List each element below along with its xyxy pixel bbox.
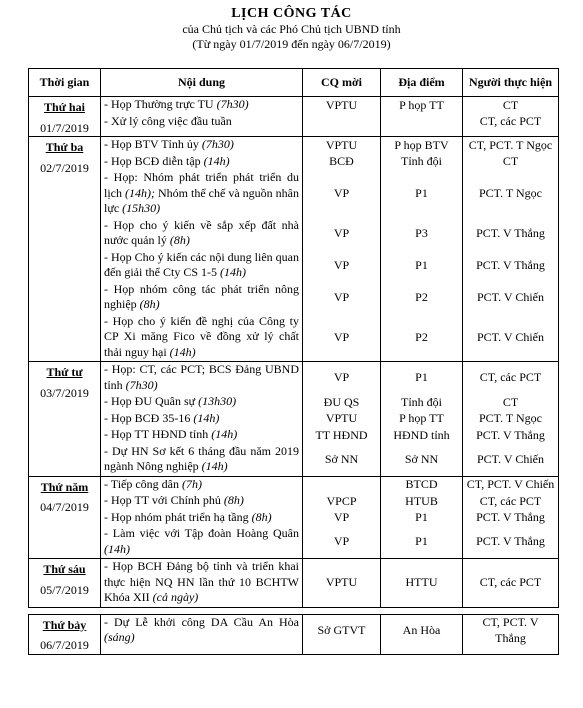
col-header-agency: CQ mời: [303, 69, 381, 97]
person-value: PCT. V Thắng: [476, 510, 545, 524]
agency-cell: [303, 362, 381, 477]
schedule-item: [104, 427, 299, 444]
item-time: (8h): [251, 509, 272, 524]
item-text: - Họp ĐU Quân sự: [104, 394, 199, 408]
person-value: PCT. T Ngọc: [478, 186, 542, 200]
content-cell: [101, 97, 303, 137]
agency-value: [306, 477, 377, 494]
person-value: PCT. V Chiến: [476, 329, 544, 344]
item-text-2: Nhóm thể chế và nguồn nhân lực: [104, 185, 299, 215]
schedule-item: [104, 477, 299, 494]
page-title: LỊCH CÔNG TÁC: [231, 6, 352, 21]
person-cell: [463, 614, 559, 654]
place-value: BTCD: [405, 477, 438, 491]
agency-value: VP: [333, 329, 350, 344]
place-value: Tỉnh đội: [401, 394, 442, 409]
place-cell: [381, 614, 463, 654]
person-value: CT, các PCT: [479, 114, 542, 128]
day-row: [29, 362, 559, 477]
day-cell: [29, 137, 101, 362]
schedule-item: [104, 526, 299, 558]
schedule-item: [104, 362, 299, 394]
item-text: - Họp cho ý kiến đề nghị của Công ty CP Xi măng Fico về đồng xử lý chất thải nguy hại: [104, 313, 299, 359]
agency-value: VPTU: [325, 411, 358, 425]
place-value: P1: [415, 370, 428, 385]
item-time: (14h);: [125, 185, 158, 200]
schedule-item: [104, 559, 299, 607]
item-text: - Họp cho ý kiến về sắp xếp đất nhà nước quản lý: [104, 217, 299, 247]
schedule-item: [104, 154, 299, 171]
col-header-time: Thời gian: [29, 69, 101, 97]
schedule-item: [104, 282, 299, 314]
item-text: - Họp nhóm phát triển hạ tầng: [104, 509, 252, 524]
agency-value: VPTU: [325, 137, 358, 152]
item-time: (8h): [223, 493, 244, 507]
place-value: P họp BTV: [394, 137, 449, 152]
agency-cell: [303, 97, 381, 137]
schedule-item: [104, 411, 299, 428]
gap-cell: [101, 607, 303, 614]
day-date: 06/7/2019: [40, 638, 89, 652]
day-cell: [29, 97, 101, 137]
day-name: Thứ hai: [44, 100, 85, 114]
place-value: [384, 114, 459, 131]
item-time: (13h30): [198, 394, 237, 408]
content-cell: [101, 614, 303, 654]
item-time: (7h): [182, 476, 202, 491]
person-value: CT: [502, 154, 519, 168]
gap-cell: [463, 607, 559, 614]
day-date: 02/7/2019: [40, 160, 89, 175]
content-cell: [101, 362, 303, 477]
day-cell: [29, 614, 101, 654]
item-time: (14h): [201, 459, 228, 473]
day-cell: [29, 362, 101, 477]
item-text: - Họp Thường trực TU: [104, 97, 217, 111]
item-text: - Họp TT với Chính phủ: [104, 493, 224, 507]
item-time: (8h): [139, 297, 160, 311]
item-text: - Họp BCH Đảng bộ tỉnh và triển khai thực hiện NQ HN lần thứ 10 BCHTW Khóa XII: [104, 559, 299, 604]
item-text: - Làm việc với Tập đoàn Hoàng Quân: [104, 526, 299, 540]
agency-value: ĐU QS: [323, 394, 360, 409]
day-row: [29, 614, 559, 654]
day-name: Thứ tư: [46, 365, 83, 379]
place-value: HĐND tỉnh: [393, 427, 450, 442]
place-cell: [381, 362, 463, 477]
item-text: - Họp TT HĐND tỉnh: [104, 427, 212, 441]
table-header-row: [29, 69, 559, 97]
place-value: P1: [415, 510, 428, 524]
date-range: (Từ ngày 01/7/2019 đến ngày 06/7/2019): [192, 37, 391, 51]
item-time: (14h): [193, 410, 220, 425]
person-value: PCT. V Thắng: [476, 257, 545, 272]
day-row: [29, 559, 559, 608]
day-row: [29, 97, 559, 137]
item-text: - Dự Lễ khởi công DA Cầu An Hòa: [104, 614, 299, 629]
person-value: CT, PCT. V Chiến: [466, 477, 555, 491]
day-cell: [29, 559, 101, 608]
place-cell: [381, 476, 463, 559]
person-value: PCT. V Thắng: [476, 534, 545, 549]
item-time: (14h): [104, 541, 130, 556]
col-header-content: Nội dung: [101, 69, 303, 97]
gap-cell: [381, 607, 463, 614]
schedule-table: [28, 68, 559, 655]
schedule-item: [104, 493, 299, 510]
item-text: - Tiếp công dân: [104, 476, 182, 491]
place-value: P1: [415, 534, 428, 549]
schedule-item: [104, 314, 299, 362]
person-value: CT, các PCT: [479, 575, 542, 589]
schedule-item: [104, 444, 299, 476]
person-cell: [463, 476, 559, 559]
item-time: (7h30): [125, 377, 158, 392]
place-value: Tỉnh đội: [401, 154, 442, 168]
place-value: HTUB: [405, 493, 438, 508]
agency-cell: [303, 137, 381, 362]
person-cell: [463, 97, 559, 137]
item-time: (7h30): [216, 97, 249, 111]
person-value: PCT. V Chiến: [476, 289, 544, 304]
person-cell: [463, 137, 559, 362]
place-value: P1: [415, 257, 428, 272]
content-cell: [101, 476, 303, 559]
item-text: - Dự HN Sơ kết 6 tháng đầu năm 2019 ngành Nông nghiệp: [104, 443, 299, 473]
person-value: CT: [502, 394, 519, 409]
person-cell: [463, 362, 559, 477]
item-time: (cả ngày): [152, 590, 199, 604]
place-value: P họp TT: [399, 411, 444, 425]
day-name: Thứ bảy: [42, 617, 87, 632]
item-text: - Họp BTV Tỉnh ủy: [104, 137, 202, 151]
place-cell: [381, 559, 463, 608]
agency-value: VPCP: [326, 493, 357, 508]
item-text: - Họp BCĐ diễn tập: [104, 153, 204, 168]
place-value: P2: [415, 329, 428, 344]
day-date: 05/7/2019: [40, 582, 89, 597]
schedule-item: [104, 170, 299, 218]
person-cell: [463, 559, 559, 608]
person-value: PCT. V Thắng: [476, 225, 545, 240]
schedule-item: [104, 97, 299, 114]
schedule-item: [104, 114, 299, 131]
schedule-item: [104, 510, 299, 527]
agency-value: VP: [333, 534, 350, 549]
person-value: CT, các PCT: [479, 370, 542, 385]
person-value: CT, PCT. T Ngọc: [468, 137, 553, 152]
day-date: 01/7/2019: [40, 120, 89, 135]
schedule-item: [104, 615, 299, 647]
day-row: [29, 476, 559, 559]
gap-cell: [29, 607, 101, 614]
agency-cell: [303, 559, 381, 608]
agency-value: TT HĐND: [315, 427, 368, 442]
schedule-item: [104, 250, 299, 282]
item-text: - Họp Cho ý kiến các nội dung liên quan đến giải thể Cty CS 1-5: [104, 249, 299, 279]
place-value: An Hòa: [402, 622, 441, 637]
item-time: (14h): [220, 265, 246, 279]
schedule-item: [104, 218, 299, 250]
item-text: - Họp BCĐ 35-16: [104, 410, 194, 425]
col-header-person: Người thực hiện: [463, 69, 559, 97]
item-text: - Họp: CT, các PCT; BCS Đảng UBND tỉnh: [104, 362, 299, 392]
day-date: 04/7/2019: [40, 500, 89, 514]
agency-cell: [303, 476, 381, 559]
agency-value: Sở NN: [324, 451, 359, 466]
place-cell: [381, 97, 463, 137]
agency-value: VP: [333, 225, 350, 240]
agency-value: VP: [333, 510, 350, 524]
item-time-2: (15h30): [122, 201, 161, 215]
day-date: 03/7/2019: [40, 385, 89, 400]
day-row: [29, 137, 559, 362]
col-header-place: Địa điểm: [381, 69, 463, 97]
agency-value: VPTU: [325, 97, 358, 112]
item-time: (14h): [169, 344, 196, 359]
content-cell: [101, 137, 303, 362]
person-value: CT: [502, 97, 519, 112]
agency-value: Sở GTVT: [317, 622, 366, 637]
schedule-item: [104, 137, 299, 154]
person-value: PCT. V Chiến: [476, 451, 544, 466]
place-value: P3: [415, 225, 428, 240]
person-value: PCT. T Ngọc: [478, 411, 542, 425]
item-time: (8h): [169, 233, 190, 247]
place-value: Sở NN: [404, 451, 439, 466]
item-text: - Xử lý công việc đầu tuần: [104, 113, 232, 128]
item-time: (14h): [211, 427, 238, 441]
person-value: CT, PCT. V Thắng: [482, 615, 539, 645]
item-time: (sáng): [104, 630, 135, 644]
row-gap: [29, 607, 559, 614]
agency-value: VP: [333, 186, 350, 200]
content-cell: [101, 559, 303, 608]
person-value: CT, các PCT: [479, 493, 542, 508]
agency-value: [306, 114, 377, 131]
item-text: - Họp: Nhóm phát triển phát triển du lịch: [104, 170, 299, 200]
schedule-item: [104, 394, 299, 411]
place-value: P1: [415, 186, 428, 200]
place-value: HTTU: [405, 575, 438, 589]
page-subtitle: của Chủ tịch và các Phó Chủ tịch UBND tỉnh: [182, 22, 401, 36]
agency-value: VP: [333, 370, 350, 385]
agency-value: VP: [333, 257, 350, 272]
agency-value: VP: [333, 289, 350, 304]
agency-value: VPTU: [325, 575, 358, 589]
place-value: P2: [415, 289, 428, 304]
agency-cell: [303, 614, 381, 654]
place-value: P họp TT: [399, 97, 444, 112]
item-time: (14h): [203, 153, 230, 168]
day-cell: [29, 476, 101, 559]
day-name: Thứ năm: [40, 479, 89, 494]
day-name: Thứ sáu: [43, 562, 86, 576]
item-text: - Họp nhóm công tác phát triển nông nghiệp: [104, 281, 299, 311]
person-value: PCT. V Thắng: [476, 427, 545, 442]
day-name: Thứ ba: [45, 140, 84, 154]
agency-value: BCĐ: [329, 154, 354, 168]
item-time: (7h30): [201, 137, 234, 151]
place-cell: [381, 137, 463, 362]
gap-cell: [303, 607, 381, 614]
